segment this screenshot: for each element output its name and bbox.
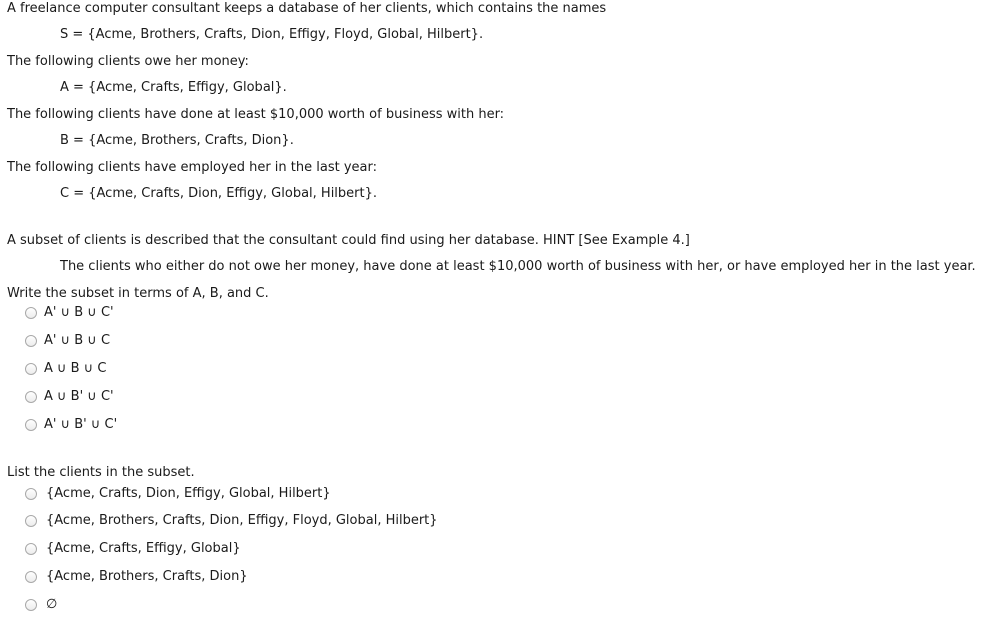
q2-option[interactable] (25, 513, 438, 529)
q1-option[interactable] (25, 333, 110, 349)
radio-button[interactable] (25, 419, 37, 431)
radio-button[interactable] (25, 391, 37, 403)
radio-button[interactable] (25, 335, 37, 347)
radio-button[interactable] (25, 363, 37, 375)
question2-prompt: List the clients in the subset. (7, 465, 195, 480)
q2-option-label: {Acme, Brothers, Crafts, Dion, Effigy, Floyd, Global, Hilbert} (46, 513, 438, 528)
q1-option[interactable] (25, 417, 117, 433)
q2-option-label: {Acme, Brothers, Crafts, Dion} (46, 569, 248, 584)
q2-option[interactable] (25, 569, 248, 585)
q1-option[interactable] (25, 361, 106, 377)
radio-button[interactable] (25, 571, 37, 583)
intro-text: A freelance computer consultant keeps a database of her clients, which contains the names (7, 1, 607, 16)
set-b: B = {Acme, Brothers, Crafts, Dion}. (60, 133, 294, 148)
problem-description: The clients who either do not owe her money, have done at least $10,000 worth of business with her, or have employed her in the last year. (60, 259, 976, 274)
intro-text: The following clients have done at least $10,000 worth of business with her: (7, 107, 505, 122)
q1-option-label: A ∪ B ∪ C (44, 361, 107, 376)
q1-option[interactable] (25, 389, 114, 405)
set-c: C = {Acme, Crafts, Dion, Effigy, Global, Hilbert}. (60, 186, 378, 201)
radio-button[interactable] (25, 599, 37, 611)
q1-option[interactable] (25, 305, 114, 321)
q1-option-label: A ∪ B' ∪ C' (44, 389, 114, 404)
q1-option-label: A' ∪ B ∪ C (44, 333, 111, 348)
q2-option[interactable] (25, 541, 241, 557)
q2-option[interactable] (25, 597, 57, 613)
q2-option-label: {Acme, Crafts, Dion, Effigy, Global, Hilbert} (46, 486, 331, 501)
intro-text: The following clients owe her money: (7, 54, 249, 69)
problem-statement: A subset of clients is described that the consultant could find using her database. HINT [See Example 4.] (7, 233, 690, 248)
radio-button[interactable] (25, 543, 37, 555)
q2-option[interactable] (25, 486, 331, 502)
set-a: A = {Acme, Crafts, Effigy, Global}. (60, 80, 287, 95)
q1-option-label: A' ∪ B' ∪ C' (44, 417, 118, 432)
question1-prompt: Write the subset in terms of A, B, and C. (7, 286, 269, 301)
q1-option-label: A' ∪ B ∪ C' (44, 305, 114, 320)
set-s: S = {Acme, Brothers, Crafts, Dion, Effigy, Floyd, Global, Hilbert}. (60, 27, 484, 42)
q2-option-label: ∅ (46, 597, 58, 612)
radio-button[interactable] (25, 488, 37, 500)
radio-button[interactable] (25, 307, 37, 319)
q2-option-label: {Acme, Crafts, Effigy, Global} (46, 541, 241, 556)
radio-button[interactable] (25, 515, 37, 527)
intro-text: The following clients have employed her in the last year: (7, 160, 377, 175)
